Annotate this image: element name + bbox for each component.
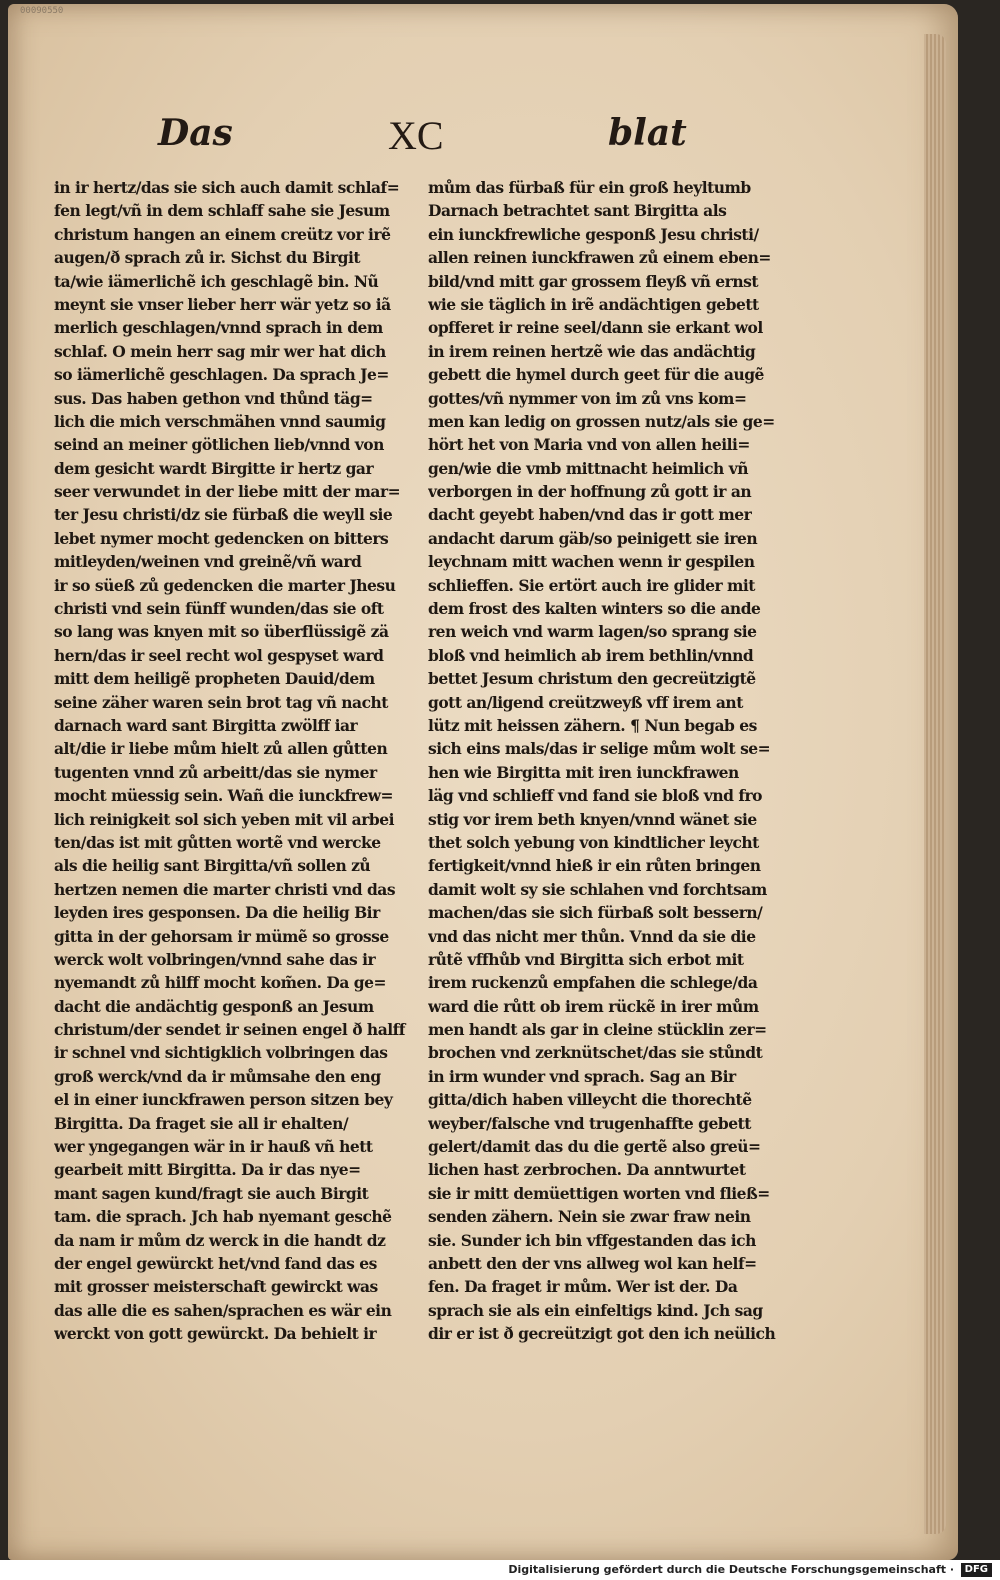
text-line: meynt sie vnser lieber herr wär yetz so iã [54, 294, 391, 314]
text-line: tugenten vnnd zů arbeitt/das sie nymer [54, 762, 377, 782]
text-line: fertigkeit/vnnd hieß ir ein růten bringen [428, 856, 761, 876]
header-folio-number: XC [388, 113, 444, 158]
text-line: lichen hast zerbrochen. Da anntwurtet [428, 1160, 746, 1180]
text-line: christi vnd sein fünff wunden/das sie oft [54, 599, 384, 619]
text-line: lich reinigkeit sol sich yeben mit vil arbei [54, 809, 394, 829]
text-line: dacht die andächtig gesponß an Jesum [54, 996, 374, 1016]
funding-credit: Digitalisierung gefördert durch die Deutsche Forschungsgemeinschaft · [508, 1563, 954, 1576]
text-line: mocht müessig sein. Wañ die iunckfrew= [54, 786, 394, 806]
text-line: gottes/vñ nymmer von im zů vns kom= [428, 388, 747, 408]
text-line: stig vor irem beth knyen/vnnd wänet sie [428, 809, 757, 829]
left-text-column [54, 176, 416, 1346]
text-line: hertzen nemen die marter christi vnd das [54, 879, 396, 899]
text-line: brochen vnd zerknütschet/das sie stůndt [428, 1043, 763, 1063]
header-right: blat [608, 112, 687, 154]
text-line: wer yngegangen wär in ir hauß vñ hett [54, 1137, 373, 1157]
text-line: ten/das ist mit gůtten wortẽ vnd wercke [54, 832, 381, 852]
text-line: machen/das sie sich fürbaß solt bessern/ [428, 903, 763, 923]
text-line: mům das fürbaß für ein groß heyltumb [428, 178, 751, 197]
text-line: wie sie täglich in irẽ andächtigen gebett [428, 294, 759, 314]
text-line: ter Jesu christi/dz sie fürbaß die weyll sie [54, 505, 393, 525]
text-line: werck wolt volbringen/vnnd sahe das ir [54, 949, 376, 969]
book-page [8, 4, 958, 1560]
text-line: gott an/ligend creützweyß vff irem ant [428, 692, 743, 712]
text-line: růtẽ vffhůb vnd Birgitta sich erbot mit [428, 949, 744, 969]
text-line: seer verwundet in der liebe mitt der mar= [54, 482, 401, 502]
text-line: gearbeit mitt Birgitta. Da ir das nye= [54, 1160, 361, 1180]
text-line: darnach ward sant Birgitta zwölff iar [54, 715, 358, 735]
text-line: dacht geyebt haben/vnd das ir gott mer [428, 505, 752, 525]
text-line: bild/vnd mitt gar grossem fleyß vñ ernst [428, 271, 758, 291]
text-line: weyber/falsche vnd trugenhaffte gebett [428, 1113, 751, 1133]
text-line: thet solch yebung von kindtlicher leycht [428, 832, 759, 852]
text-line: hört het von Maria vnd von allen heili= [428, 435, 750, 455]
text-line: Darnach betrachtet sant Birgitta als [428, 201, 727, 221]
text-line: ren weich vnd warm lagen/so sprang sie [428, 622, 757, 642]
text-line: so lang was knyen mit so überflüssigẽ zä [54, 622, 389, 642]
text-line: damit wolt sy sie schlahen vnd forchtsam [428, 879, 767, 899]
text-line: lütz mit heissen zähern. ¶ Nun begab es [428, 715, 757, 735]
text-line: tam. die sprach. Jch hab nyemant geschẽ [54, 1207, 392, 1227]
text-line: irem ruckenzů empfahen die schlege/da [428, 973, 758, 993]
text-line: christum hangen an einem creütz vor irẽ [54, 224, 391, 244]
text-line: fen. Da fraget ir mům. Wer ist der. Da [428, 1277, 738, 1297]
text-line: seind an meiner götlichen lieb/vnnd von [54, 435, 384, 455]
text-line: mitt dem heiligẽ propheten Dauid/dem [54, 669, 375, 689]
text-line: seine zäher waren sein brot tag vñ nacht [54, 692, 388, 712]
text-line: das alle die es sahen/sprachen es wär ein [54, 1300, 392, 1320]
text-line: groß werck/vnd da ir můmsahe den eng [54, 1066, 381, 1086]
text-line: schlieffen. Sie ertört auch ire glider mit [428, 575, 755, 595]
text-line: leychnam mitt wachen wenn ir gespilen [428, 552, 755, 572]
text-line: nyemandt zů hilff mocht kom̃en. Da ge= [54, 973, 386, 993]
text-line: ein iunckfrewliche gesponß Jesu christi/ [428, 224, 759, 244]
text-line: senden zähern. Nein sie zwar fraw nein [428, 1207, 751, 1227]
text-line: in irem reinen hertzẽ wie das andächtig [428, 341, 756, 361]
text-line: mit grosser meisterschaft gewirckt was [54, 1277, 378, 1297]
text-line: dem gesicht wardt Birgitte ir hertz gar [54, 458, 374, 478]
text-line: werckt von gott gewürckt. Da behielt ir [54, 1324, 377, 1344]
header-left: Das [158, 112, 233, 154]
text-line: sprach sie als ein einfeltigs kind. Jch sag [428, 1300, 763, 1320]
page-code: 00090550 [20, 6, 64, 16]
text-line: hen wie Birgitta mit iren iunckfrawen [428, 762, 739, 782]
text-line: mitleyden/weinen vnd greinẽ/vñ ward [54, 552, 362, 572]
text-line: mant sagen kund/fragt sie auch Birgit [54, 1183, 369, 1203]
text-line: ward die růtt ob irem rückẽ in irer mům [428, 996, 759, 1016]
text-line: gen/wie die vmb mittnacht heimlich vñ [428, 458, 749, 478]
text-line: sus. Das haben gethon vnd thůnd täg= [54, 388, 373, 408]
text-line: dir er ist ð gecreützigt got den ich neülich [428, 1324, 776, 1344]
text-line: allen reinen iunckfrawen zů einem eben= [428, 248, 771, 268]
text-line: ir so süeß zů gedencken die marter Jhesu [54, 575, 396, 595]
text-line: gelert/damit das du die gertẽ also greü= [428, 1137, 761, 1157]
text-line: gitta in der gehorsam ir mümẽ so grosse [54, 926, 389, 946]
text-line: läg vnd schlieff vnd fand sie bloß vnd fro [428, 786, 762, 806]
running-header [158, 112, 698, 162]
text-line: als die heilig sant Birgitta/vñ sollen zů [54, 856, 371, 876]
dfg-logo: DFG [961, 1563, 992, 1577]
text-line: sie. Sunder ich bin vffgestanden das ich [428, 1230, 756, 1250]
text-line: so iämerlichẽ geschlagen. Da sprach Je= [54, 365, 389, 385]
text-line: men handt als gar in cleine stücklin zer= [428, 1020, 767, 1040]
text-line: sich eins mals/das ir selige mům wolt se= [428, 739, 771, 759]
text-line: alt/die ir liebe mům hielt zů allen gůtten [54, 739, 388, 759]
text-line: in irm wunder vnd sprach. Sag an Bir [428, 1066, 736, 1086]
text-line: el in einer iunckfrawen person sitzen bey [54, 1090, 393, 1110]
text-line: andacht darum gäb/so peinigett sie iren [428, 528, 758, 548]
text-line: hern/das ir seel recht wol gespyset ward [54, 645, 384, 665]
text-line: der engel gewürckt het/vnd fand das es [54, 1253, 377, 1273]
text-line: opfferet ir reine seel/dann sie erkant wol [428, 318, 763, 338]
text-line: da nam ir mům dz werck in die handt dz [54, 1230, 386, 1250]
text-line: lebet nymer mocht gedencken on bitters [54, 528, 389, 548]
text-line: lich die mich verschmähen vnnd saumig [54, 411, 386, 431]
text-line: gitta/dich haben villeycht die thorechtẽ [428, 1090, 752, 1110]
text-line: anbett den der vns allweg wol kan helf= [428, 1253, 757, 1273]
text-line: vnd das nicht mer thůn. Vnnd da sie die [428, 926, 756, 946]
text-line: leyden ires gesponsen. Da die heilig Bir [54, 903, 380, 923]
text-line: christum/der sendet ir seinen engel ð halff [54, 1020, 405, 1040]
page-edge-stack [924, 34, 946, 1534]
text-line: bloß vnd heimlich ab irem bethlin/vnnd [428, 645, 754, 665]
text-line: Birgitta. Da fraget sie all ir ehalten/ [54, 1113, 349, 1133]
text-line: sie ir mitt demüettigen worten vnd fließ= [428, 1183, 770, 1203]
text-line: verborgen in der hoffnung zů gott ir an [428, 482, 752, 502]
text-line: gebett die hymel durch geet für die augẽ [428, 365, 764, 385]
text-line: bettet Jesum christum den gecreützigtẽ [428, 669, 756, 689]
text-line: schlaf. O mein herr sag mir wer hat dich [54, 341, 386, 361]
text-line: dem frost des kalten winters so die ande [428, 599, 761, 619]
text-line: ir schnel vnd sichtigklich volbringen das [54, 1043, 388, 1063]
text-line: men kan ledig on grossen nutz/als sie ge= [428, 411, 775, 431]
footer-bar [0, 1560, 1000, 1580]
text-line: merlich geschlagen/vnnd sprach in dem [54, 318, 383, 338]
text-line: augen/ð sprach zů ir. Sichst du Birgit [54, 248, 361, 268]
right-text-column [428, 176, 790, 1346]
text-line: ta/wie iämerlichẽ ich geschlagẽ bin. Nũ [54, 271, 379, 291]
text-line: fen legt/vñ in dem schlaff sahe sie Jesum [54, 201, 390, 221]
text-line: in ir hertz/das sie sich auch damit schlaf= [54, 178, 400, 197]
